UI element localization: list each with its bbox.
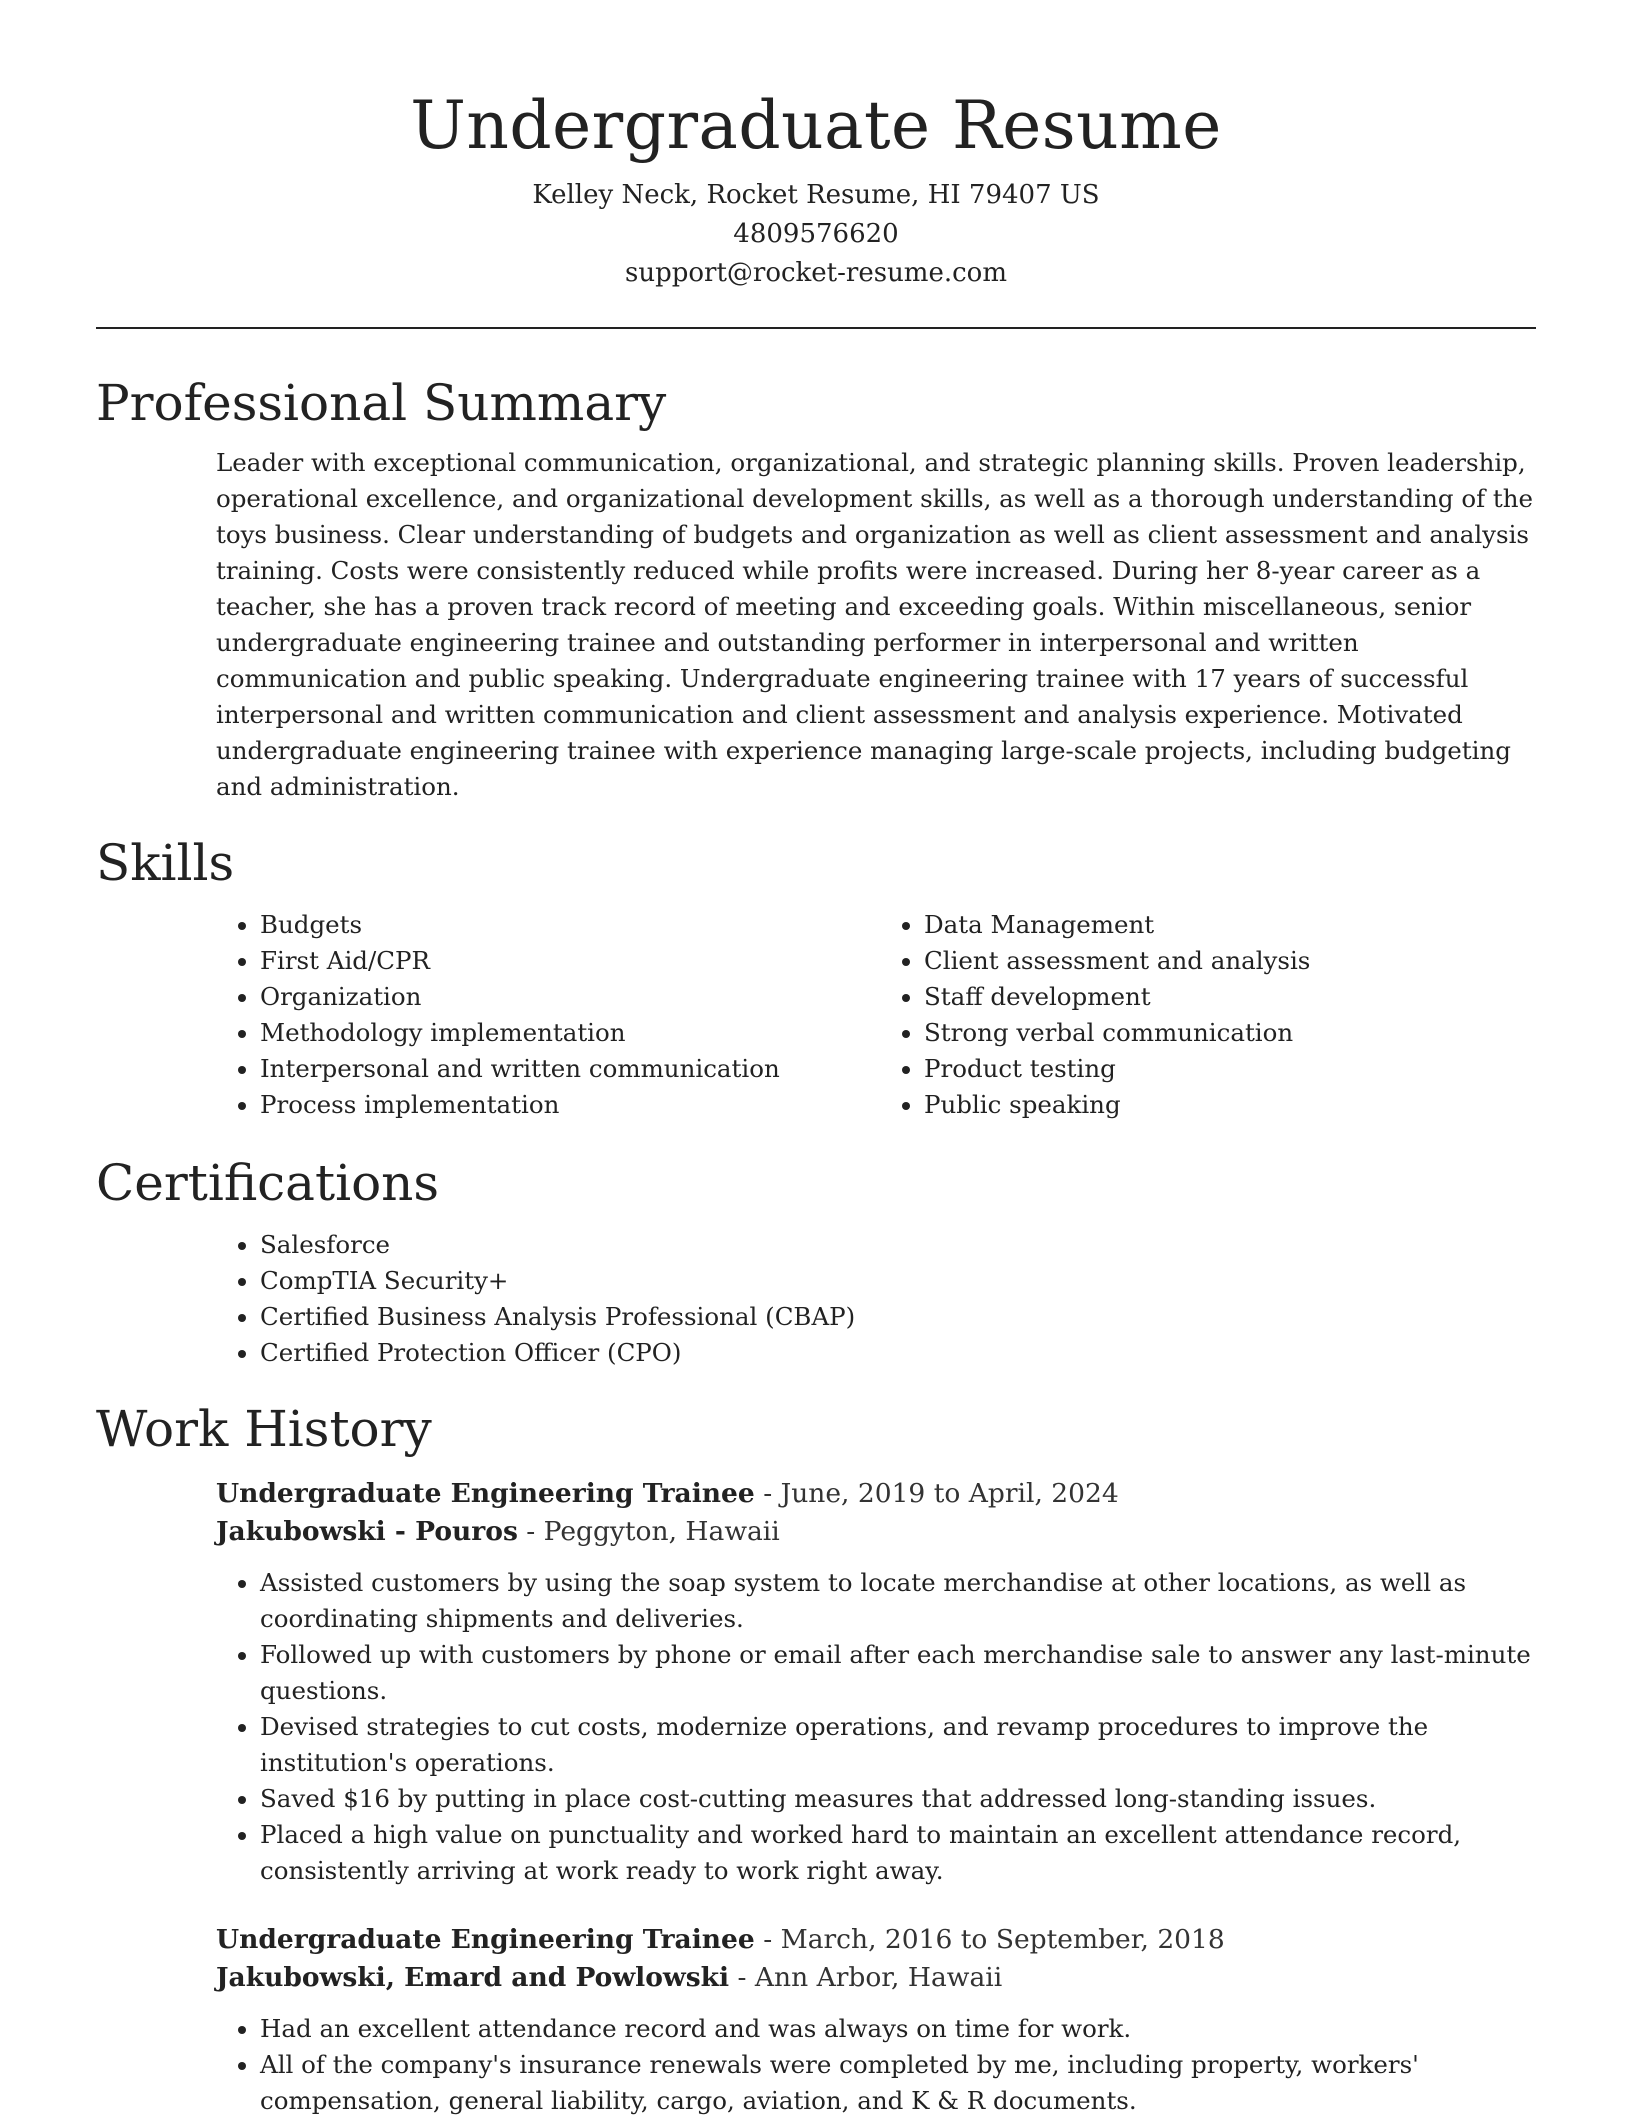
section-title-summary: Professional Summary (96, 374, 667, 432)
job-entry (216, 1921, 1536, 2119)
job-title: Undergraduate Engineering Trainee (216, 1924, 755, 1955)
work-history-section (96, 1397, 1536, 2119)
job-duty-item: • Followed up with customers by phone or email after each merchandise sale to answer any last-minute questions. (260, 1637, 1536, 1709)
skill-item: • Client assessment and analysis (924, 943, 1310, 979)
contact-email: support@rocket-resume.com (624, 258, 1007, 288)
skills-section (96, 831, 1536, 1123)
job-duties-list (216, 2011, 1536, 2119)
job-duty-item: • Placed a high value on punctuality and worked hard to maintain an excellent attendance record, consistently arriving at work ready to work right away. (260, 1817, 1536, 1889)
contact-address: Kelley Neck, Rocket Resume, HI 79407 US (532, 180, 1100, 210)
contact-phone: 4809576620 (733, 219, 899, 249)
skill-item: • Budgets (260, 907, 910, 943)
job-dates: - March, 2016 to September, 2018 (754, 1924, 1225, 1955)
job-company-line (216, 1959, 1536, 1997)
skill-item: • Product testing (924, 1051, 1310, 1087)
header-divider (96, 327, 1536, 329)
document-title: Undergraduate Resume (410, 87, 1222, 164)
job-location: - Ann Arbor, Hawaii (729, 1962, 1003, 1993)
section-title-skills: Skills (96, 834, 235, 892)
job-title: Undergraduate Engineering Trainee (216, 1478, 755, 1509)
job-duties-list (216, 1565, 1536, 1889)
job-duty-item: • Devised strategies to cut costs, modernize operations, and revamp procedures to improve the institution's operations. (260, 1709, 1536, 1781)
job-entry (216, 1475, 1536, 1889)
contact-block (96, 176, 1536, 293)
summary-text: Leader with exceptional communication, organizational, and strategic planning skills. Proven leadership, operational excellence, and organizational development skills, as well as a thorough understanding of the toys business. Clear understanding of budgets and organization as well as client assessment and analysis training. Costs were consistently reduced while profits were increased. During her 8-year career as a teacher, she has a proven track record of meeting and exceeding goals. Within miscellaneous, senior undergraduate engineering trainee and outstanding performer in interpersonal and written communication and public speaking. Undergraduate engineering trainee with 17 years of successful interpersonal and written communication and client assessment and analysis experience. Motivated undergraduate engineering trainee with experience managing large-scale projects, including budgeting and administration. (216, 448, 1534, 801)
section-title-work-history: Work History (96, 1400, 432, 1458)
skill-item: • Interpersonal and written communication (260, 1051, 910, 1087)
skill-item: • Organization (260, 979, 910, 1015)
skills-list-left (96, 907, 910, 1123)
job-duty-item: • Saved $16 by putting in place cost-cutting measures that addressed long-standing issues. (260, 1781, 1536, 1817)
skill-item: • First Aid/CPR (260, 943, 910, 979)
job-company-line (216, 1513, 1536, 1551)
skill-item: • Strong verbal communication (924, 1015, 1310, 1051)
job-duty-item: • Had an excellent attendance record and was always on time for work. (260, 2011, 1536, 2047)
skill-item: • Process implementation (260, 1087, 910, 1123)
job-dates: - June, 2019 to April, 2024 (754, 1478, 1119, 1509)
job-title-line (216, 1475, 1536, 1513)
certifications-section (96, 1151, 1536, 1371)
certification-item: • Salesforce (260, 1227, 1536, 1263)
professional-summary-section (96, 371, 1536, 805)
skill-item: • Staff development (924, 979, 1310, 1015)
resume-header (96, 0, 1536, 329)
skills-grid (96, 907, 1536, 1123)
job-duty-item: • All of the company's insurance renewals were completed by me, including property, workers' compensation, general liability, cargo, aviation, and K & R documents. (260, 2047, 1536, 2119)
skills-list-right (910, 907, 1310, 1123)
skill-item: • Data Management (924, 907, 1310, 943)
certification-item: • CompTIA Security+ (260, 1263, 1536, 1299)
job-company: Jakubowski, Emard and Powlowski (216, 1962, 730, 1993)
job-duty-item: • Assisted customers by using the soap system to locate merchandise at other locations, as well as coordinating shipments and deliveries. (260, 1565, 1536, 1637)
section-title-certifications: Certifications (96, 1154, 440, 1212)
job-title-line (216, 1921, 1536, 1959)
skill-item: • Public speaking (924, 1087, 1310, 1123)
certifications-list (96, 1227, 1536, 1371)
certification-item: • Certified Business Analysis Professional (CBAP) (260, 1299, 1536, 1335)
job-company: Jakubowski - Pouros (216, 1516, 518, 1547)
certification-item: • Certified Protection Officer (CPO) (260, 1335, 1536, 1371)
resume-page (96, 0, 1536, 2119)
skill-item: • Methodology implementation (260, 1015, 910, 1051)
job-location: - Peggyton, Hawaii (517, 1516, 780, 1547)
